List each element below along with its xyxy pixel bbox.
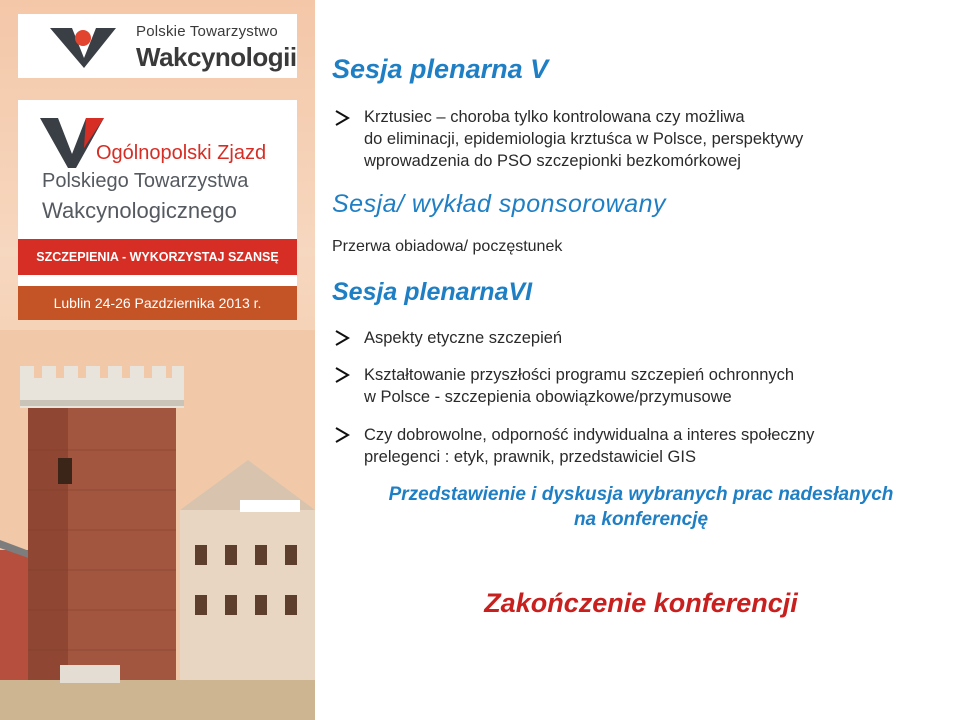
session5-title: Sesja plenarna V: [332, 54, 549, 84]
session5-item: [332, 106, 950, 176]
session5-item-line: Krztusiec – choroba tylko kontrolowana czy możliwa: [364, 108, 745, 126]
arrow-bullet-icon: [332, 329, 356, 347]
session6-item-line: Kształtowanie przyszłości programu szczepień ochronnych: [364, 366, 795, 384]
session6-item-line: w Polsce - szczepienia obowiązkowe/przymusowe: [364, 388, 732, 406]
agenda-content: [332, 0, 950, 720]
session6-item-line: Czy dobrowolne, odporność indywidualna a interes społeczny: [364, 426, 815, 444]
congress-date: Lublin 24-26 Pazdziernika 2013 r.: [18, 286, 297, 320]
session5-item-line: do eliminacji, epidemiologia krztuśca w Polsce, perspektywy: [364, 130, 804, 148]
logo-line2: Wakcynologii: [136, 42, 297, 72]
session6-item: [332, 364, 950, 412]
roman-v-icon: [40, 118, 104, 168]
logo-line1: Polskie Towarzystwo: [136, 23, 278, 40]
logo-mark-icon: [48, 24, 118, 70]
society-logo: [18, 14, 297, 78]
session6-item-line: prelegenci : etyk, prawnik, przedstawiciel GIS: [364, 448, 696, 466]
session6-title: Sesja plenarnaVI: [332, 278, 533, 306]
congress-slogan: SZCZEPIENIA - WYKORZYSTAJ SZANSĘ: [18, 239, 297, 275]
session5-item-line: wprowadzenia do PSO szczepionki bezkomórkowej: [364, 152, 741, 170]
session6-item-line: Aspekty etyczne szczepień: [364, 329, 563, 347]
castle-illustration: [0, 330, 315, 720]
congress-line3: Wakcynologicznego: [42, 198, 237, 223]
session6-item: [332, 327, 950, 353]
presentation-line: Przedstawienie i dyskusja wybranych prac nadesłanych: [388, 484, 894, 505]
arrow-bullet-icon: [332, 366, 356, 384]
congress-line1: Ogólnopolski Zjazd: [96, 142, 267, 164]
presentation-line: na konferencję: [573, 509, 709, 530]
presentation-discussion: [332, 482, 950, 532]
left-banner: [0, 0, 315, 720]
conference-closing: Zakończenie konferencji: [484, 588, 798, 618]
arrow-bullet-icon: [332, 426, 356, 444]
arrow-bullet-icon: [332, 109, 356, 127]
sponsored-title: Sesja/ wykład sponsorowany: [332, 190, 666, 218]
congress-roman-numeral: [40, 118, 104, 173]
congress-line2: Polskiego Towarzystwa: [42, 170, 249, 192]
session6-item: [332, 424, 950, 472]
congress-card: [18, 100, 297, 320]
lunch-break: Przerwa obiadowa/ poczęstunek: [332, 238, 563, 255]
